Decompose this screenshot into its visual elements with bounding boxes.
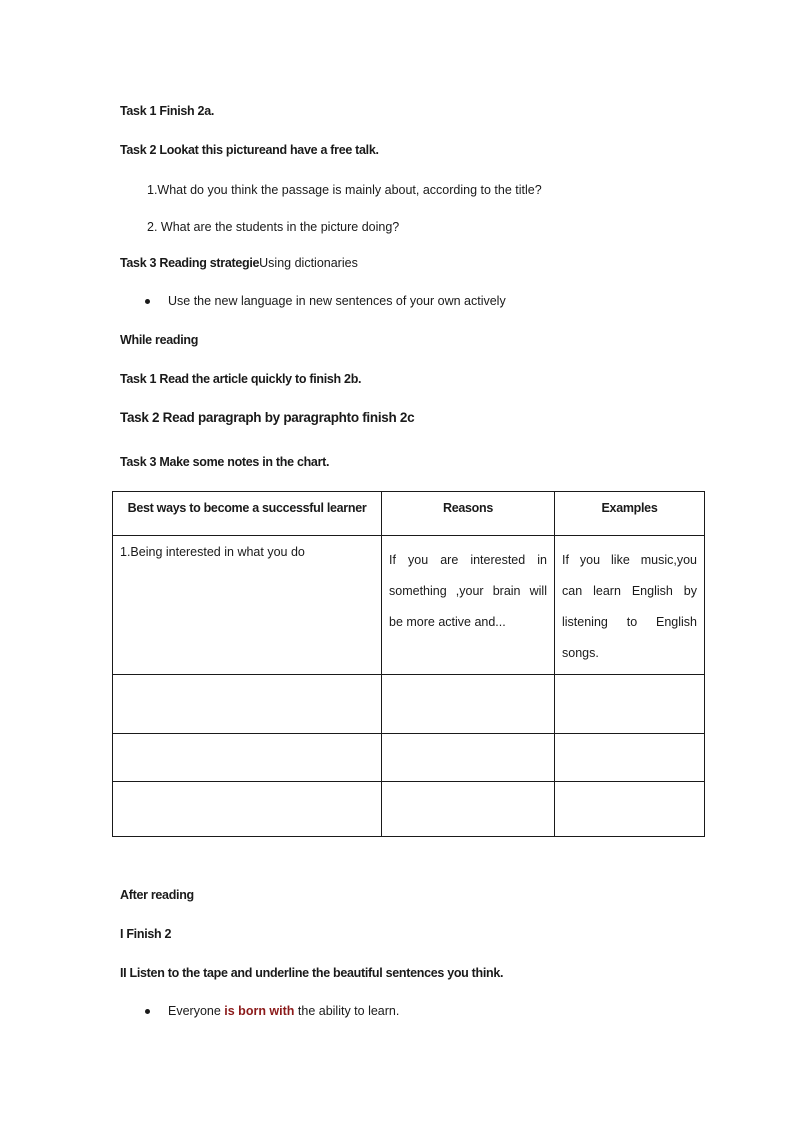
cell-example-1 [555,536,705,675]
bullet-text-1: Use the new language in new sentences of your own actively [168,294,506,308]
while-task1: Task 1 Read the article quickly to finish 2b. [120,372,362,386]
task3-pre [120,256,358,270]
highlight-phrase: is born with [224,1004,295,1018]
reason-line-2: something ,your brain will [389,584,547,598]
cell-reason-1 [382,536,555,675]
cell-empty[interactable] [382,675,555,734]
bullet-dot [145,299,150,304]
task3-label: Task 3 Reading strategie [120,256,260,270]
reason-line-3: be more active and... [389,615,506,629]
reason-line-1: If you are interested in [389,553,547,567]
after-item-1: I Finish 2 [120,927,172,941]
cell-empty[interactable] [113,734,382,782]
notes-chart [112,491,705,837]
task3-value: Using dictionaries [259,256,358,270]
while-reading-heading: While reading [120,333,199,347]
bullet-post: the ability to learn. [294,1004,400,1018]
bullet-pre: Everyone [168,1004,225,1018]
after-item-2: II Listen to the tape and underline the beautiful sentences you think. [120,966,504,980]
cell-empty[interactable] [382,782,555,837]
cell-empty[interactable] [555,734,705,782]
bullet-text-2 [168,1004,399,1018]
cell-empty[interactable] [113,782,382,837]
header-best-ways: Best ways to become a successful learner [113,492,382,536]
example-line-4: songs. [562,646,599,660]
question-2: 2. What are the students in the picture doing? [147,220,400,234]
example-line-1: If you like music,you [562,553,697,567]
cell-way-1: 1.Being interested in what you do [113,536,382,675]
task1-pre: Task 1 Finish 2a. [120,104,215,118]
cell-empty[interactable] [382,734,555,782]
header-examples: Examples [555,492,705,536]
header-reasons: Reasons [382,492,555,536]
example-line-2: can learn English by [562,584,697,598]
task2-pre: Task 2 Lookat this pictureand have a free talk. [120,143,379,157]
while-task3: Task 3 Make some notes in the chart. [120,455,330,469]
bullet-dot [145,1009,150,1014]
after-reading-heading: After reading [120,888,194,902]
question-1: 1.What do you think the passage is mainly about, according to the title? [147,183,542,197]
cell-empty[interactable] [555,675,705,734]
cell-empty[interactable] [113,675,382,734]
example-line-3: listening to English [562,615,697,629]
while-task2: Task 2 Read paragraph by paragraphto finish 2c [120,410,415,425]
cell-empty[interactable] [555,782,705,837]
